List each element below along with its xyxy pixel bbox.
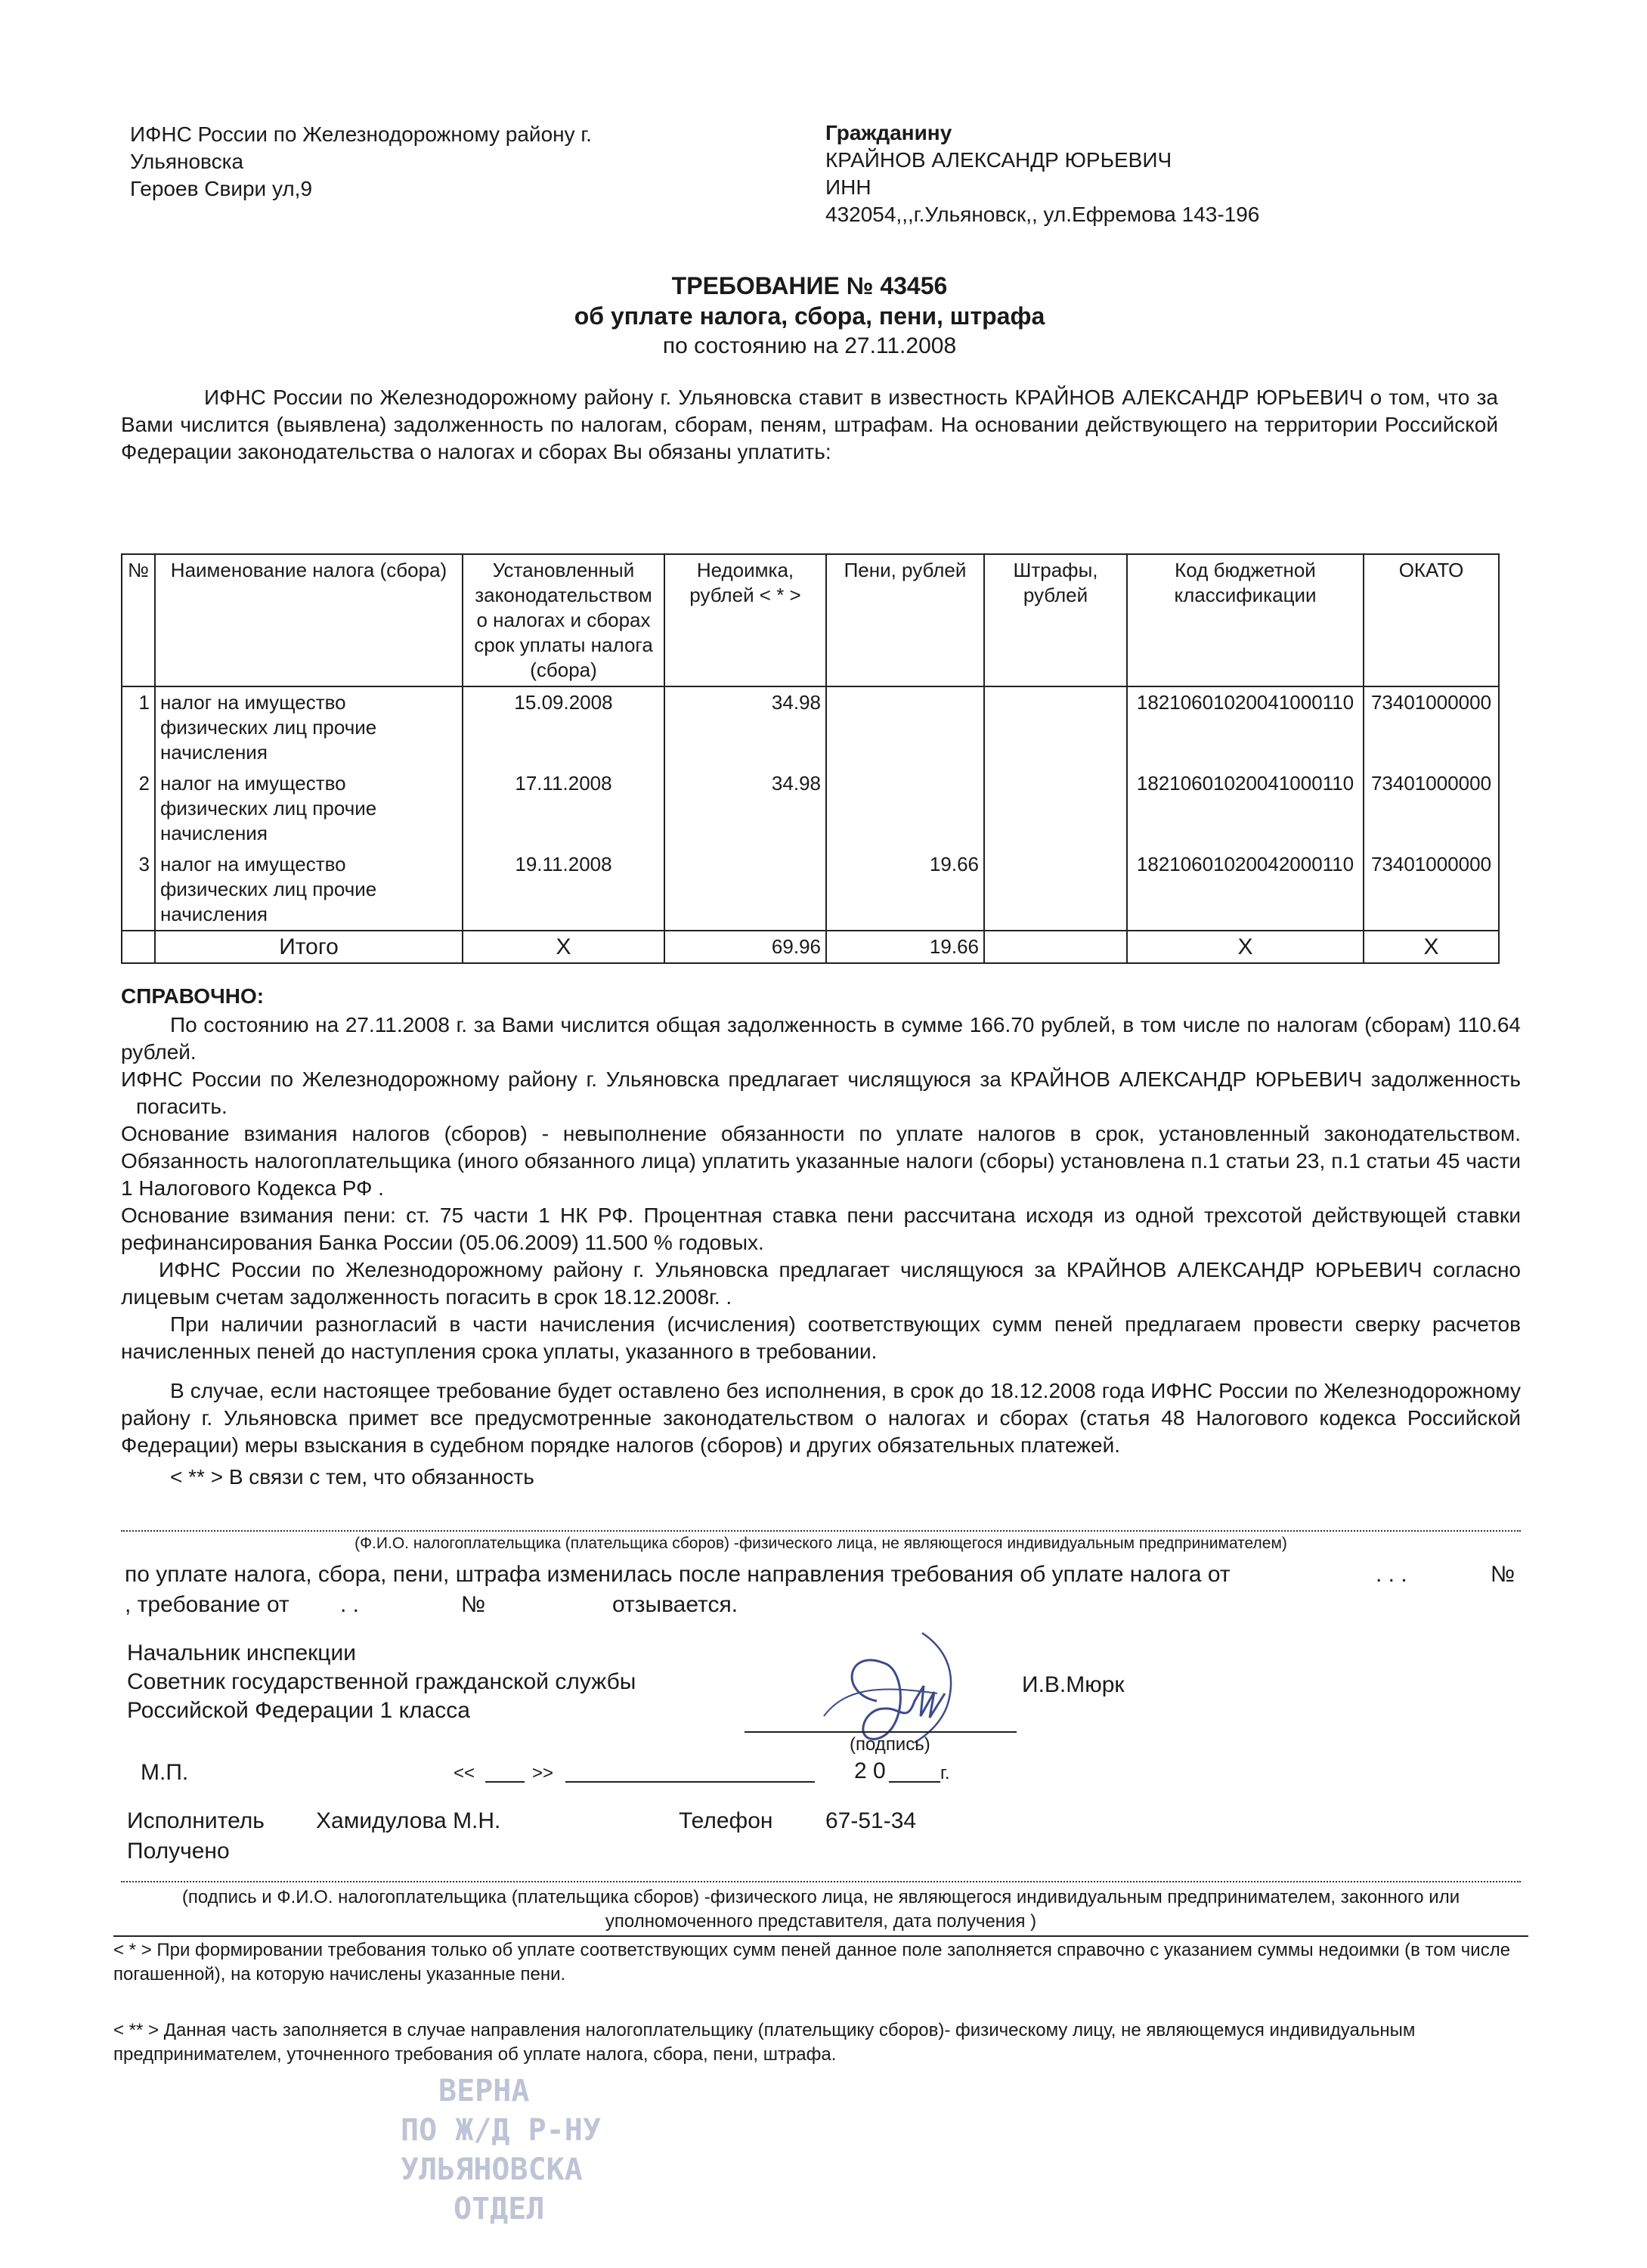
revocation-line-1-number: № — [1491, 1562, 1515, 1587]
row-tax-name: налог на имущество физических лиц прочие начисления — [155, 768, 463, 849]
executor-label: Исполнитель — [127, 1808, 265, 1833]
title-line-1: ТРЕБОВАНИЕ № 43456 — [671, 272, 948, 299]
footnote-1: < * > При формировании требования только об уплате соответствующих сумм пеней данное поле заполняется справочно с указанием суммы недоимки (в том числе погашенной), на которую начислены указанные пени. — [113, 1940, 1511, 1984]
date-day-line — [485, 1781, 525, 1783]
reference-p1: По состоянию на 27.11.2008 г. за Вами числится общая задолженность в сумме 166.70 рублей, в том числе по налогам (сборам) 110.64 рублей. — [121, 1013, 1521, 1064]
row-fines — [984, 849, 1127, 931]
header-due-date: Установленный законодательством о налогах и сборах срок уплаты налога (сбора) — [463, 554, 664, 686]
header-kbk: Код бюджетной классификации — [1127, 554, 1364, 686]
revocation-dotted-line — [121, 1530, 1521, 1532]
reference-p5: ИФНС России по Железнодорожному району г. Ульяновска предлагает числящуюся за КРАЙНОВ АЛЕКСАНДР ЮРЬЕВИЧ согласно лицевым счетам задолженность погасить в срок 18.12.2008г. . — [121, 1258, 1521, 1309]
receipt-caption: (подпись и Ф.И.О. налогоплательщика (плательщика сборов) -физического лица, не являющегося индивидуальным предпринимателем, законного или уполномоченного представителя, дата получения ) — [181, 1887, 1460, 1932]
phone-number: 67-51-34 — [825, 1808, 917, 1833]
row-number: 3 — [122, 849, 155, 931]
stamp-line-1: ВЕРНА — [438, 2074, 530, 2108]
row-fines — [984, 768, 1127, 849]
reference-p3: Основание взимания налогов (сборов) - невыполнение обязанности по уплате налогов в срок, установленный законодательством. Обязанность налогоплательщика (иного обязанного лица) уплатить указанные налоги (сборы) установлена п.1 статьи 23, п.1 статьи 45 части 1 Налогового Кодекса РФ . — [121, 1122, 1521, 1200]
row-tax-name: налог на имущество физических лиц прочие начисления — [155, 686, 463, 768]
reference-p2: ИФНС России по Железнодорожному району г. Ульяновска предлагает числящуюся за КРАЙНОВ АЛЕКСАНДР ЮРЬЕВИЧ задолженность погасить. — [121, 1067, 1521, 1118]
stamp-line-4: ОТДЕЛ — [454, 2192, 545, 2226]
phone-label: Телефон — [679, 1808, 773, 1833]
date-year-line — [889, 1781, 940, 1783]
receipt-dotted-line — [121, 1881, 1521, 1882]
row-due-date: 19.11.2008 — [463, 849, 664, 931]
signatory-name: И.В.Мюрк — [1022, 1672, 1125, 1697]
reference-heading: СПРАВОЧНО: — [121, 984, 265, 1008]
revocation-line-2: , требование от — [125, 1592, 289, 1617]
stamp-line-3: УЛЬЯНОВСКА — [401, 2152, 583, 2187]
row-fines — [984, 686, 1127, 768]
total-kbk: X — [1127, 931, 1364, 963]
row-arrears: 34.98 — [664, 686, 826, 768]
header-number: № — [122, 554, 155, 686]
title-line-3: по состоянию на 27.11.2008 — [662, 333, 957, 358]
row-due-date: 15.09.2008 — [463, 686, 664, 768]
total-label: Итого — [155, 931, 463, 963]
row-kbk: 18210601020041000110 — [1127, 768, 1364, 849]
recipient-name: КРАЙНОВ АЛЕКСАНДР ЮРЬЕВИЧ — [825, 148, 1172, 172]
table-row — [122, 849, 1499, 931]
revocation-line-2-end: отзывается. — [612, 1592, 738, 1617]
sender-line-2: Ульяновска — [130, 150, 244, 173]
row-kbk: 18210601020041000110 — [1127, 686, 1364, 768]
row-penalty: 19.66 — [826, 849, 984, 931]
table-row — [122, 686, 1499, 768]
total-due-date: X — [463, 931, 664, 963]
signature-role-1: Начальник инспекции — [127, 1641, 357, 1665]
table-header-row — [122, 554, 1499, 686]
reference-section — [121, 1012, 1521, 1491]
recipient-block — [825, 119, 1581, 228]
tax-table — [121, 553, 1500, 964]
revocation-line-2-dots: . . — [340, 1592, 360, 1617]
signature-role-3: Российской Федерации 1 класса — [127, 1698, 470, 1723]
sender-line-1: ИФНС России по Железнодорожному району г. — [130, 122, 592, 146]
footnote-2: < ** > Данная часть заполняется в случае направления налогоплательщику (плательщику сборов)- физическому лицу, не являющемуся индивидуальным предпринимателем, уточненного требования об уплате налога, сбора, пени, штрафа. — [113, 2020, 1416, 2065]
date-close-quote: >> — [532, 1763, 554, 1783]
header-penalty: Пени, рублей — [826, 554, 984, 686]
footnote-divider — [113, 1935, 1528, 1937]
total-number — [122, 931, 155, 963]
row-tax-name: налог на имущество физических лиц прочие начисления — [155, 849, 463, 931]
seal-place-label: М.П. — [141, 1760, 189, 1785]
total-okato: X — [1364, 931, 1499, 963]
date-year-suffix: г. — [940, 1763, 950, 1783]
row-okato: 73401000000 — [1364, 768, 1499, 849]
header-okato: ОКАТО — [1364, 554, 1499, 686]
header-tax-name: Наименование налога (сбора) — [155, 554, 463, 686]
row-number: 1 — [122, 686, 155, 768]
row-arrears — [664, 849, 826, 931]
row-penalty — [826, 768, 984, 849]
recipient-label: Гражданину — [825, 121, 952, 144]
total-penalty: 19.66 — [826, 931, 984, 963]
date-year-prefix: 2 0 — [854, 1758, 886, 1783]
reference-p7: В случае, если настоящее требование будет оставлено без исполнения, в срок до 18.12.2008 года ИФНС России по Железнодорожному району г. Ульяновска примет все предусмотренные законодательством о налогах и сборах (статья 48 Налогового кодекса Российской Федерации) меры взыскания в судебном порядке налогов (сборов) и других обязательных платежей. — [121, 1379, 1521, 1457]
recipient-address: 432054,,,г.Ульяновск,, ул.Ефремова 143-196 — [825, 203, 1260, 226]
signature-role-2: Советник государственной гражданской службы — [127, 1669, 636, 1694]
recipient-inn: ИНН — [825, 175, 871, 199]
revocation-line-1: по уплате налога, сбора, пени, штрафа изменилась после направления требования об уплате налога от — [125, 1562, 1231, 1587]
revocation-caption: (Ф.И.О. налогоплательщика (плательщика сборов) -физического лица, не являющегося индивидуальным предпринимателем) — [354, 1535, 1287, 1552]
row-number: 2 — [122, 768, 155, 849]
row-okato: 73401000000 — [1364, 686, 1499, 768]
total-fines — [984, 931, 1127, 963]
revocation-line-1-dots: . . . — [1376, 1562, 1407, 1587]
total-arrears: 69.96 — [664, 931, 826, 963]
signature-roles — [127, 1639, 636, 1725]
received-label: Получено — [127, 1839, 230, 1864]
date-month-line — [565, 1781, 815, 1783]
row-kbk: 18210601020042000110 — [1127, 849, 1364, 931]
stamp-line-2: ПО Ж/Д Р-НУ — [401, 2113, 601, 2148]
title-line-2: об уплате налога, сбора, пени, штрафа — [574, 302, 1045, 330]
reference-p8: < ** > В связи с тем, что обязанность — [170, 1465, 534, 1489]
intro-paragraph: ИФНС России по Железнодорожному району г. Ульяновска ставит в известность КРАЙНОВ АЛЕКСАНДР ЮРЬЕВИЧ о том, что за Вами числится (выявлена) задолженность по налогам, сборам, пеням, штрафам. На основании действующего на территории Российской Федерации законодательства о налогах и сборах Вы обязаны уплатить: — [121, 386, 1498, 463]
executor-name: Хамидулова М.Н. — [316, 1808, 501, 1833]
document-title — [121, 271, 1498, 361]
revocation-line-2-number: № — [461, 1592, 486, 1617]
row-okato: 73401000000 — [1364, 849, 1499, 931]
sender-line-3: Героев Свири ул,9 — [130, 177, 313, 200]
sender-block — [130, 121, 704, 203]
date-open-quote: << — [454, 1763, 475, 1783]
reference-p6: При наличии разногласий в части начисления (исчисления) соответствующих сумм пеней предлагаем провести сверку расчетов начисленных пеней до наступления срока уплаты, указанного в требовании. — [121, 1312, 1521, 1363]
table-row — [122, 768, 1499, 849]
row-due-date: 17.11.2008 — [463, 768, 664, 849]
header-arrears: Недоимка, рублей < * > — [664, 554, 826, 686]
row-arrears: 34.98 — [664, 768, 826, 849]
table-total-row — [122, 931, 1499, 963]
signature-caption: (подпись) — [850, 1734, 930, 1755]
faded-stamp — [355, 2071, 601, 2229]
row-penalty — [826, 686, 984, 768]
header-fines: Штрафы, рублей — [984, 554, 1127, 686]
reference-p4: Основание взимания пени: ст. 75 части 1 НК РФ. Процентная ставка пени рассчитана исходя из одной трехсотой действующей ставки рефинансирования Банка России (05.06.2009) 11.500 % годовых. — [121, 1204, 1521, 1254]
